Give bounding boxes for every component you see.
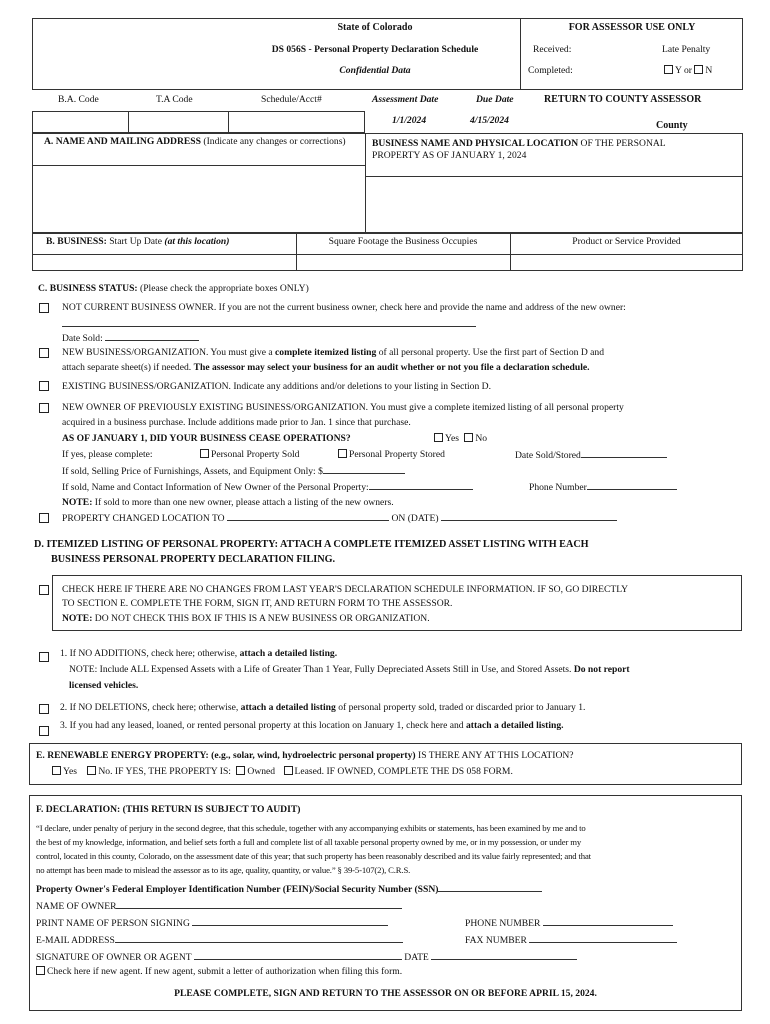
section-e-options: Yes No. IF YES, THE PROPERTY IS: Owned Leased. IF OWNED, COMPLETE THE DS 058 FORM. <box>52 766 513 777</box>
date-sold-field[interactable] <box>105 332 199 341</box>
section-b-title: B. BUSINESS: Start Up Date (at this location) <box>46 236 230 247</box>
business-location-title: BUSINESS NAME AND PHYSICAL LOCATION OF THE PERSONAL PROPERTY AS OF JANUARY 1, 2024 <box>372 138 666 161</box>
declaration-text-4: no attempt has been made to mislead the assessor as to its age, quality, quantity, or value.” § 39-5-107(2), C.R.S. <box>36 865 411 875</box>
declaration-text-2: the best of my knowledge, information, and belief sets forth a full and complete list of all taxable personal property owned by me, or in my possession, or under my <box>36 837 582 847</box>
county-label: County <box>656 120 688 131</box>
fax-label: FAX NUMBER <box>465 934 677 946</box>
prop-sold-checkbox[interactable] <box>200 449 209 458</box>
changed-location: PROPERTY CHANGED LOCATION TO ON (DATE) <box>62 512 617 524</box>
renewable-yes-checkbox[interactable] <box>52 766 61 775</box>
selling-price: If sold, Selling Price of Furnishings, Assets, and Equipment Only: $ <box>62 465 405 477</box>
changed-location-checkbox[interactable] <box>39 513 49 523</box>
date-sold-stored-field[interactable] <box>581 449 667 458</box>
section-d-title-2: BUSINESS PERSONAL PROPERTY DECLARATION FILING. <box>51 554 336 565</box>
location-change-date-field[interactable] <box>441 512 617 521</box>
schedule-acct-field[interactable] <box>229 112 364 132</box>
no-additions-note-2: licensed vehicles. <box>69 680 139 691</box>
signature-field[interactable] <box>194 951 402 960</box>
no-additions-note: NOTE: Include ALL Expensed Assets with a Life of Greater Than 1 Year, Fully Depreciated Assets Still in Use, and Stored Assets. Do not report <box>69 664 630 675</box>
print-name-label: PRINT NAME OF PERSON SIGNING <box>36 917 388 929</box>
new-agent-label: Check here if new agent. If new agent, submit a letter of authorization when filing this form. <box>36 966 402 977</box>
schedule-acct-label: Schedule/Acct# <box>261 94 322 105</box>
print-name-field[interactable] <box>192 917 388 926</box>
assessment-date: 1/1/2024 <box>392 115 427 126</box>
ta-code-label: T.A Code <box>156 94 193 105</box>
state-title: State of Colorado <box>337 22 413 33</box>
square-footage-label: Square Footage the Business Occupies <box>328 236 478 247</box>
no-deletions-text: 2. If NO DELETIONS, check here; otherwise, attach a detailed listing of personal property sold, traded or discarded prior to January 1. <box>60 702 586 713</box>
section-c-title: C. BUSINESS STATUS: (Please check the appropriate boxes ONLY) <box>38 283 309 294</box>
prop-stored-option: Personal Property Stored <box>338 449 445 460</box>
cease-operations-question: AS OF JANUARY 1, DID YOUR BUSINESS CEASE OPERATIONS? <box>62 433 351 444</box>
phone-number: Phone Number <box>529 481 677 493</box>
new-agent-checkbox[interactable] <box>36 966 45 975</box>
date-sold-label: Date Sold: <box>62 332 199 344</box>
renewable-owned-checkbox[interactable] <box>236 766 245 775</box>
product-service-label: Product or Service Provided <box>572 236 681 247</box>
no-additions-checkbox[interactable] <box>39 652 49 662</box>
email-label: E-MAIL ADDRESS <box>36 934 403 946</box>
assessor-use-label: FOR ASSESSOR USE ONLY <box>568 22 696 33</box>
new-owner-contact-field[interactable] <box>369 481 473 490</box>
new-owner-text-2: acquired in a business purchase. Include additions made prior to Jan. 1 since that purchase. <box>62 417 411 428</box>
ba-code-field[interactable] <box>33 112 128 132</box>
section-a-title: A. NAME AND MAILING ADDRESS (Indicate any changes or corrections) <box>44 136 346 147</box>
no-additions-text: 1. If NO ADDITIONS, check here; otherwise, attach a detailed listing. <box>60 648 338 659</box>
section-e-title: E. RENEWABLE ENERGY PROPERTY: (e.g., solar, wind, hydroelectric personal property) IS THERE ANY AT THIS LOCATION? <box>36 750 574 761</box>
due-date: 4/15/2024 <box>470 115 509 126</box>
if-yes-label: If yes, please complete: <box>62 449 153 460</box>
signature-date-field[interactable] <box>431 951 577 960</box>
renewable-leased-checkbox[interactable] <box>284 766 293 775</box>
no-changes-checkbox[interactable] <box>39 585 49 595</box>
name-of-owner-field[interactable] <box>116 900 402 909</box>
ba-code-label: B.A. Code <box>58 94 99 105</box>
selling-price-field[interactable] <box>323 465 405 474</box>
new-business-checkbox[interactable] <box>39 348 49 358</box>
multiple-owners-note: NOTE: If sold to more than one new owner, please attach a listing of the new owners. <box>62 497 394 508</box>
phone-field[interactable] <box>543 917 673 926</box>
no-changes-text-2: TO SECTION E. COMPLETE THE FORM, SIGN IT, AND RETURN FORM TO THE ASSESSOR. <box>62 598 453 609</box>
no-deletions-checkbox[interactable] <box>39 704 49 714</box>
declaration-text-1: “I declare, under penalty of perjury in the second degree, that this schedule, together with any accompanying exhibits or statements, has been examined by me and to <box>36 823 586 833</box>
completed-label: Completed: <box>528 65 573 76</box>
leased-property-text: 3. If you had any leased, loaned, or rented personal property at this location on January 1, check here and attach a detailed listing. <box>60 720 564 731</box>
declaration-text-3: control, located in this county, Colorado, on the assessment date of this year; that such property has been reasonably described and its value fairly represented; and that <box>36 851 591 861</box>
new-owner-contact: If sold, Name and Contact Information of New Owner of the Personal Property: <box>62 481 473 493</box>
assessment-date-label: Assessment Date <box>372 94 439 105</box>
start-up-date-field[interactable] <box>33 255 295 270</box>
phone-label: PHONE NUMBER <box>465 917 673 929</box>
new-business-text-2: attach separate sheet(s) if needed. The assessor may select your business for an audit whether or not you file a declaration schedule. <box>62 362 590 373</box>
return-to-label: RETURN TO COUNTY ASSESSOR <box>544 94 702 105</box>
late-yes-checkbox[interactable] <box>664 65 673 74</box>
new-business-text: NEW BUSINESS/ORGANIZATION. You must give a complete itemized listing of all personal property. Use the first part of Section D and <box>62 347 605 358</box>
form-title: DS 056S - Personal Property Declaration Schedule <box>271 44 479 55</box>
new-owner-phone-field[interactable] <box>587 481 677 490</box>
late-penalty-yn: Y or N <box>664 65 712 76</box>
no-changes-note: NOTE: DO NOT CHECK THIS BOX IF THIS IS A NEW BUSINESS OR ORGANIZATION. <box>62 613 430 624</box>
cease-no-checkbox[interactable] <box>464 433 473 442</box>
section-f-title: F. DECLARATION: (THIS RETURN IS SUBJECT TO AUDIT) <box>36 804 301 815</box>
fein-field[interactable] <box>438 883 542 892</box>
leased-property-checkbox[interactable] <box>39 726 49 736</box>
new-owner-text: NEW OWNER OF PREVIOUSLY EXISTING BUSINESS/ORGANIZATION. You must give a complete itemized listing of all personal property <box>62 402 624 413</box>
fax-field[interactable] <box>529 934 677 943</box>
signature-label: SIGNATURE OF OWNER OR AGENT DATE <box>36 951 577 963</box>
fein-label: Property Owner's Federal Employer Identification Number (FEIN)/Social Security Number (SSN) <box>36 883 542 895</box>
name-of-owner-label: NAME OF OWNER <box>36 900 402 912</box>
late-penalty-label: Late Penalty <box>662 44 711 55</box>
not-current-owner-checkbox[interactable] <box>39 303 49 313</box>
not-current-owner-text: NOT CURRENT BUSINESS OWNER. If you are not the current business owner, check here and provide the name and address of the new owner: <box>62 302 626 313</box>
cease-yes-checkbox[interactable] <box>434 433 443 442</box>
confidential-label: Confidential Data <box>339 65 411 76</box>
date-sold-stored: Date Sold/Stored <box>515 449 667 461</box>
received-label: Received: <box>533 44 572 55</box>
new-owner-field[interactable] <box>62 326 476 327</box>
existing-business-text: EXISTING BUSINESS/ORGANIZATION. Indicate any additions and/or deletions to your listing in Section D. <box>62 381 492 392</box>
footer-instruction: PLEASE COMPLETE, SIGN AND RETURN TO THE ASSESSOR ON OR BEFORE APRIL 15, 2024. <box>174 988 597 999</box>
renewable-no-checkbox[interactable] <box>87 766 96 775</box>
physical-location-field[interactable] <box>366 177 742 232</box>
new-location-field[interactable] <box>227 512 389 521</box>
email-field[interactable] <box>115 934 403 943</box>
section-d-title: D. ITEMIZED LISTING OF PERSONAL PROPERTY: ATTACH A COMPLETE ITEMIZED ASSET LISTING WITH EACH <box>34 539 589 550</box>
prop-sold-option: Personal Property Sold <box>200 449 299 460</box>
mailing-address-field[interactable] <box>33 166 364 232</box>
no-changes-text: CHECK HERE IF THERE ARE NO CHANGES FROM LAST YEAR'S DECLARATION SCHEDULE INFORMATION. IF SO, GO DIRECTLY <box>62 584 629 595</box>
new-owner-checkbox[interactable] <box>39 403 49 413</box>
product-service-field[interactable] <box>511 255 742 270</box>
existing-business-checkbox[interactable] <box>39 381 49 391</box>
square-footage-field[interactable] <box>297 255 509 270</box>
cease-yes-no: Yes No <box>434 433 487 444</box>
ta-code-field[interactable] <box>129 112 228 132</box>
prop-stored-checkbox[interactable] <box>338 449 347 458</box>
late-no-checkbox[interactable] <box>694 65 703 74</box>
due-date-label: Due Date <box>476 94 514 105</box>
